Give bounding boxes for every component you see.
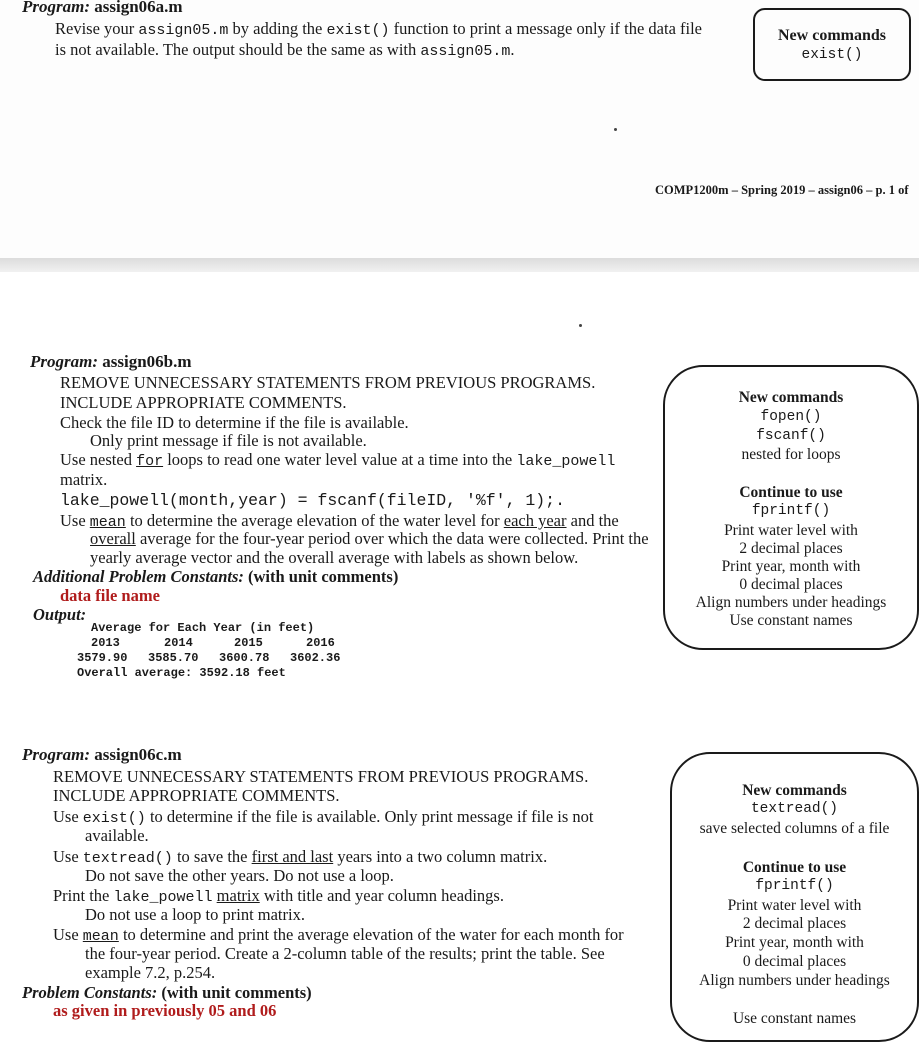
- box-title: New commands: [738, 389, 844, 406]
- new-commands-box-a: [753, 8, 911, 81]
- box-title: New commands: [778, 27, 886, 44]
- box-item: Align numbers under headings: [695, 594, 887, 611]
- program-b-line-3: Check the file ID to determine if the file is available.: [60, 413, 409, 432]
- program-c-line-8: Do not use a loop to print matrix.: [85, 905, 305, 924]
- page-gap: [0, 258, 919, 272]
- command-fprintf: fprintf(): [755, 878, 834, 894]
- output-year-2016: 2016: [306, 636, 335, 650]
- page-footer: COMP1200m – Spring 2019 – assign06 – p. 1 of: [655, 183, 909, 197]
- program-a-title: [22, 0, 183, 17]
- box-note: nested for loops: [741, 446, 841, 463]
- program-c-line-2: INCLUDE APPROPRIATE COMMENTS.: [53, 786, 340, 805]
- box-item: 0 decimal places: [742, 953, 847, 970]
- program-b-line-9: overall average for the four-year period over which the data were collected. Print the: [90, 529, 649, 548]
- program-label: Program:: [22, 745, 90, 764]
- program-c-line-9: Use mean to determine and print the average elevation of the water for each month for: [53, 925, 624, 945]
- box-item: 2 decimal places: [742, 915, 847, 932]
- output-value-2015: 3600.78: [219, 651, 270, 665]
- program-b-title: [30, 352, 192, 372]
- program-b-line-4: Only print message if file is not available.: [90, 431, 367, 450]
- program-c-line-6: Do not save the other years. Do not use a loop.: [85, 866, 394, 885]
- box-note: save selected columns of a file: [699, 820, 890, 837]
- box-item: Align numbers under headings: [699, 972, 890, 989]
- program-c-line-4: available.: [85, 826, 149, 845]
- box-item: Print water level with: [724, 522, 858, 539]
- speck: [614, 128, 617, 131]
- program-b-code-line: lake_powell(month,year) = fscanf(fileID, '%f', 1);.: [60, 491, 565, 510]
- program-c-line-11: example 7.2, p.254.: [85, 963, 216, 982]
- program-a-line-2: is not available. The output should be the same as with assign05.m.: [55, 40, 515, 60]
- output-value-2013: 3579.90: [77, 651, 128, 665]
- output-year-2013: 2013: [91, 636, 120, 650]
- box-item: 0 decimal places: [739, 576, 843, 593]
- command-fscanf: fscanf(): [756, 428, 826, 444]
- box-item: Use constant names: [729, 612, 853, 629]
- program-c-constants: Problem Constants: (with unit comments): [22, 983, 312, 1002]
- commands-box-b: [663, 365, 919, 650]
- program-name: assign06c.m: [94, 745, 182, 764]
- program-b-line-6: matrix.: [60, 470, 108, 489]
- output-value-2016: 3602.36: [290, 651, 341, 665]
- program-c-line-1: REMOVE UNNECESSARY STATEMENTS FROM PREVIOUS PROGRAMS.: [53, 767, 589, 786]
- output-year-2015: 2015: [234, 636, 263, 650]
- program-b-line-5: Use nested for loops to read one water level value at a time into the lake_powell: [60, 450, 616, 470]
- output-year-2014: 2014: [164, 636, 193, 650]
- program-b-constants-value: data file name: [60, 586, 160, 605]
- program-label: Program:: [22, 0, 90, 16]
- box-title: New commands: [742, 782, 847, 799]
- box-item: Print year, month with: [725, 934, 864, 951]
- speck: [579, 324, 582, 327]
- command-fprintf: fprintf(): [751, 503, 831, 519]
- box-continue-title: Continue to use: [742, 859, 847, 876]
- program-name: assign06b.m: [102, 352, 192, 371]
- commands-box-c: [670, 752, 919, 1042]
- box-continue-title: Continue to use: [739, 484, 843, 501]
- box-item: 2 decimal places: [739, 540, 843, 557]
- output-overall: Overall average: 3592.18 feet: [77, 666, 286, 680]
- program-b-line-1: REMOVE UNNECESSARY STATEMENTS FROM PREVIOUS PROGRAMS.: [60, 373, 596, 392]
- program-c-line-7: Print the lake_powell matrix with title and year column headings.: [53, 886, 504, 906]
- command-exist: exist(): [801, 47, 863, 63]
- page-1: [0, 0, 919, 258]
- output-value-2014: 3585.70: [148, 651, 199, 665]
- output-label: Output:: [33, 605, 87, 624]
- program-a-line-1: Revise your assign05.m by adding the exist() function to print a message only if the data file: [55, 19, 703, 39]
- program-label: Program:: [30, 352, 98, 371]
- program-b-line-8: Use mean to determine the average elevation of the water level for each year and the: [60, 511, 619, 531]
- program-c-constants-value: as given in previously 05 and 06: [53, 1001, 277, 1020]
- command-textread: textread(): [750, 801, 838, 817]
- box-item: Print year, month with: [721, 558, 861, 575]
- command-fopen: fopen(): [760, 409, 822, 425]
- box-item: Use constant names: [732, 1010, 857, 1027]
- program-b-constants: Additional Problem Constants: (with unit comments): [33, 567, 399, 586]
- program-c-title: [22, 745, 182, 765]
- program-c-line-10: the four-year period. Create a 2-column table of the results; print the table. See: [85, 944, 605, 963]
- program-b-line-10: yearly average vector and the overall average with labels as shown below.: [90, 548, 579, 567]
- program-c-line-3: Use exist() to determine if the file is available. Only print message if file is not: [53, 807, 594, 827]
- program-name: assign06a.m: [94, 0, 183, 16]
- program-c-line-5: Use textread() to save the first and last years into a two column matrix.: [53, 847, 548, 867]
- output-heading: Average for Each Year (in feet): [91, 621, 315, 635]
- program-b-line-2: INCLUDE APPROPRIATE COMMENTS.: [60, 393, 347, 412]
- box-item: Print water level with: [727, 897, 862, 914]
